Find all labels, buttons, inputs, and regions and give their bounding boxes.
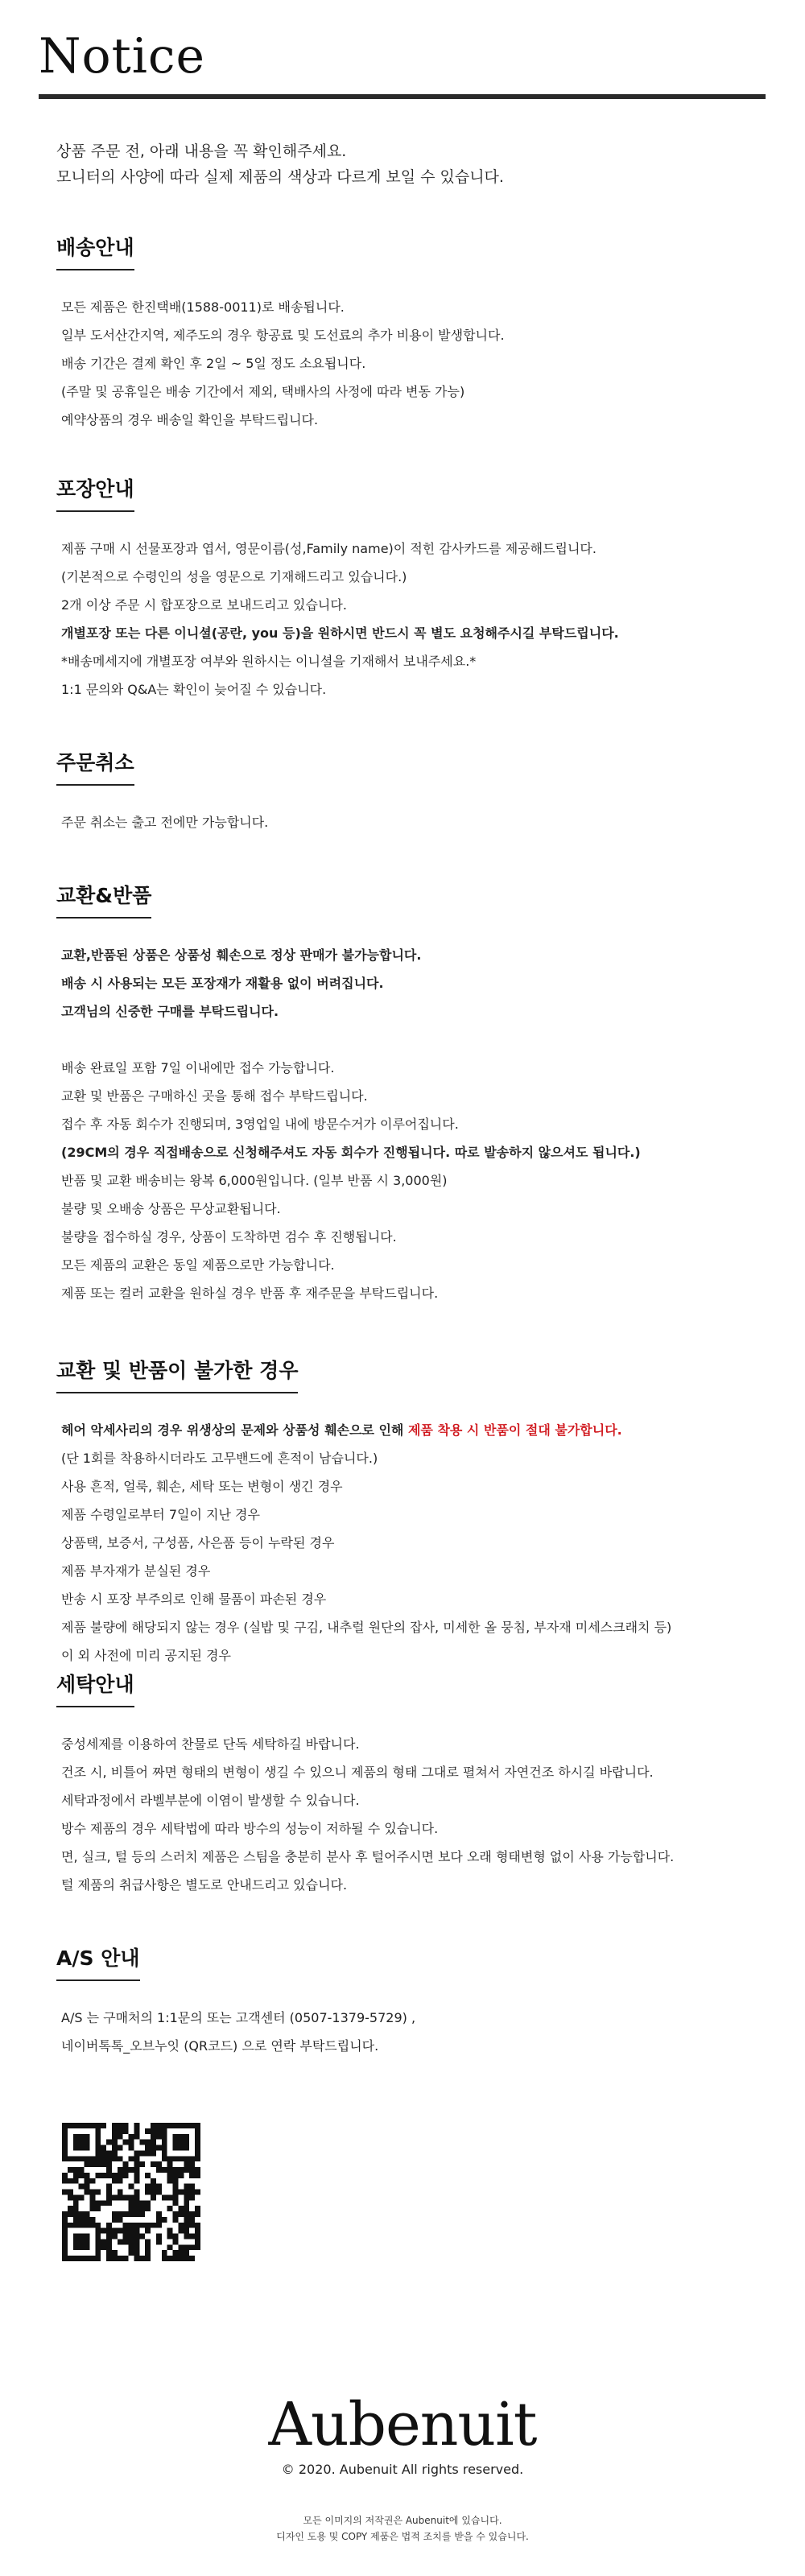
text-line: 제품 수령일로부터 7일이 지난 경우 (61, 1507, 260, 1522)
section-after-service (56, 1948, 765, 2060)
text-line: 제품 구매 시 선물포장과 엽서, 영문이름(성,Family name)이 적힌 감사카드를 제공해드립니다. (61, 541, 597, 556)
text-line: 제품 불량에 해당되지 않는 경우 (실밥 및 구김, 내추럴 원단의 잡사, 미세한 올 뭉침, 부자재 미세스크래치 등) (61, 1620, 672, 1635)
section-shipping (56, 237, 765, 434)
text-line-bold: 배송 시 사용되는 모든 포장재가 재활용 없이 버려집니다. (61, 976, 384, 991)
footer-note: 디자인 도용 및 COPY 제품은 법적 조치를 받을 수 있습니다. (276, 2531, 529, 2542)
footer-note: 모든 이미지의 저작권은 Aubenuit에 있습니다. (303, 2515, 502, 2526)
text-line: 교환 및 반품은 구매하신 곳을 통해 접수 부탁드립니다. (61, 1088, 368, 1104)
intro-line: 모니터의 사양에 따라 실제 제품의 색상과 다르게 보일 수 있습니다. (56, 168, 504, 186)
section-title: 주문취소 (56, 753, 134, 786)
text-line-bold: 고객님의 신중한 구매를 부탁드립니다. (61, 1004, 279, 1019)
section-body (56, 941, 765, 1307)
text-line: 반품 및 교환 배송비는 왕복 6,000원입니다. (일부 반품 시 3,000원) (61, 1173, 448, 1188)
text-line: 예약상품의 경우 배송일 확인을 부탁드립니다. (61, 412, 319, 427)
text-line: *배송메세지에 개별포장 여부와 원하시는 이니셜을 기재해서 보내주세요.* (61, 654, 477, 669)
text-line: 방수 제품의 경우 세탁법에 따라 방수의 성능이 저하될 수 있습니다. (61, 1821, 439, 1836)
section-title: 포장안내 (56, 479, 134, 512)
section-laundry (56, 1674, 765, 1899)
text-line: 일부 도서산간지역, 제주도의 경우 항공료 및 도선료의 추가 비용이 발생합니다. (61, 328, 505, 343)
title-divider (39, 94, 766, 99)
warning-highlight: 제품 착용 시 반품이 절대 불가합니다. (407, 1422, 622, 1438)
text-line: 접수 후 자동 회수가 진행되며, 3영업일 내에 방문수거가 이루어집니다. (61, 1117, 459, 1132)
intro-line: 상품 주문 전, 아래 내용을 꼭 확인해주세요. (56, 142, 347, 160)
section-body (56, 2004, 765, 2060)
text-line: 주문 취소는 출고 전에만 가능합니다. (61, 815, 269, 830)
text-line-bold: (29CM의 경우 직접배송으로 신청해주셔도 자동 회수가 진행됩니다. 따로 발송하지 않으셔도 됩니다.) (61, 1145, 641, 1160)
text-line-bold: 개별포장 또는 다른 이니셜(공란, you 등)을 원하시면 반드시 꼭 별도 요청해주시길 부탁드립니다. (61, 625, 619, 641)
text-line: 이 외 사전에 미리 공지된 경우 (61, 1648, 231, 1663)
text-line: 제품 부자재가 분실된 경우 (61, 1563, 211, 1579)
section-title: A/S 안내 (56, 1948, 140, 1981)
brand-logo: Aubenuit (268, 2390, 537, 2459)
text-line: 불량을 접수하실 경우, 상품이 도착하면 검수 후 진행됩니다. (61, 1229, 397, 1245)
text-line: (단 1회를 착용하시더라도 고무밴드에 흔적이 남습니다.) (61, 1451, 378, 1466)
section-title: 세탁안내 (56, 1674, 134, 1707)
text-line: 상품택, 보증서, 구성품, 사은품 등이 누락된 경우 (61, 1535, 335, 1550)
page-title: Notice (39, 28, 206, 85)
section-body (56, 535, 765, 704)
text-line: 1:1 문의와 Q&A는 확인이 늦어질 수 있습니다. (61, 682, 327, 697)
section-exchange-return (56, 886, 765, 1307)
text-line: 반송 시 포장 부주의로 인해 물품이 파손된 경우 (61, 1591, 327, 1607)
section-cancel (56, 753, 765, 836)
section-packaging (56, 479, 765, 704)
text-line: 세탁과정에서 라벨부분에 이염이 발생할 수 있습니다. (61, 1793, 360, 1808)
text-line-warning (61, 1416, 765, 1444)
text-line: 털 제품의 취급사항은 별도로 안내드리고 있습니다. (61, 1877, 348, 1893)
intro (56, 138, 504, 190)
text-line: 배송 기간은 결제 확인 후 2일 ~ 5일 정도 소요됩니다. (61, 356, 366, 371)
text-line: 불량 및 오배송 상품은 무상교환됩니다. (61, 1201, 281, 1216)
warning-text: 헤어 악세사리의 경우 위생상의 문제와 상품성 훼손으로 인해 (61, 1422, 408, 1438)
text-line: 제품 또는 컬러 교환을 원하실 경우 반품 후 재주문을 부탁드립니다. (61, 1286, 439, 1301)
text-line: 배송 완료일 포함 7일 이내에만 접수 가능합니다. (61, 1060, 335, 1075)
copyright: © 2020. Aubenuit All rights reserved. (281, 2462, 524, 2477)
text-line: 2개 이상 주문 시 합포장으로 보내드리고 있습니다. (61, 597, 347, 613)
text-line: A/S 는 구매처의 1:1문의 또는 고객센터 (0507-1379-5729) , (61, 2010, 416, 2025)
text-line: 모든 제품은 한진택배(1588-0011)로 배송됩니다. (61, 299, 345, 315)
section-body (56, 808, 765, 836)
section-body (56, 293, 765, 434)
section-non-returnable (56, 1360, 765, 1670)
section-title: 교환 및 반품이 불가한 경우 (56, 1360, 298, 1393)
text-line: 건조 시, 비틀어 짜면 형태의 변형이 생길 수 있으니 제품의 형태 그대로 펼쳐서 자연건조 하시길 바랍니다. (61, 1765, 654, 1780)
qr-code-icon[interactable] (62, 2123, 200, 2261)
text-line: (기본적으로 수령인의 성을 영문으로 기재해드리고 있습니다.) (61, 569, 407, 584)
section-title: 배송안내 (56, 237, 134, 270)
text-line: 사용 흔적, 얼룩, 훼손, 세탁 또는 변형이 생긴 경우 (61, 1479, 343, 1494)
section-title: 교환&반품 (56, 886, 151, 919)
text-line-bold: 교환,반품된 상품은 상품성 훼손으로 정상 판매가 불가능합니다. (61, 947, 422, 963)
footer-notes (0, 2512, 805, 2545)
text-line: 네이버톡톡_오브누잇 (QR코드) 으로 연락 부탁드립니다. (61, 2038, 379, 2054)
blank-line (61, 1026, 765, 1054)
section-body (56, 1730, 765, 1899)
text-line: 면, 실크, 털 등의 스러치 제품은 스팀을 충분히 분사 후 털어주시면 보다 오래 형태변형 없이 사용 가능합니다. (61, 1849, 675, 1864)
section-body (56, 1416, 765, 1670)
text-line: 모든 제품의 교환은 동일 제품으로만 가능합니다. (61, 1257, 335, 1273)
text-line: (주말 및 공휴일은 배송 기간에서 제외, 택배사의 사정에 따라 변동 가능) (61, 384, 465, 399)
text-line: 중성세제를 이용하여 찬물로 단독 세탁하길 바랍니다. (61, 1736, 360, 1752)
